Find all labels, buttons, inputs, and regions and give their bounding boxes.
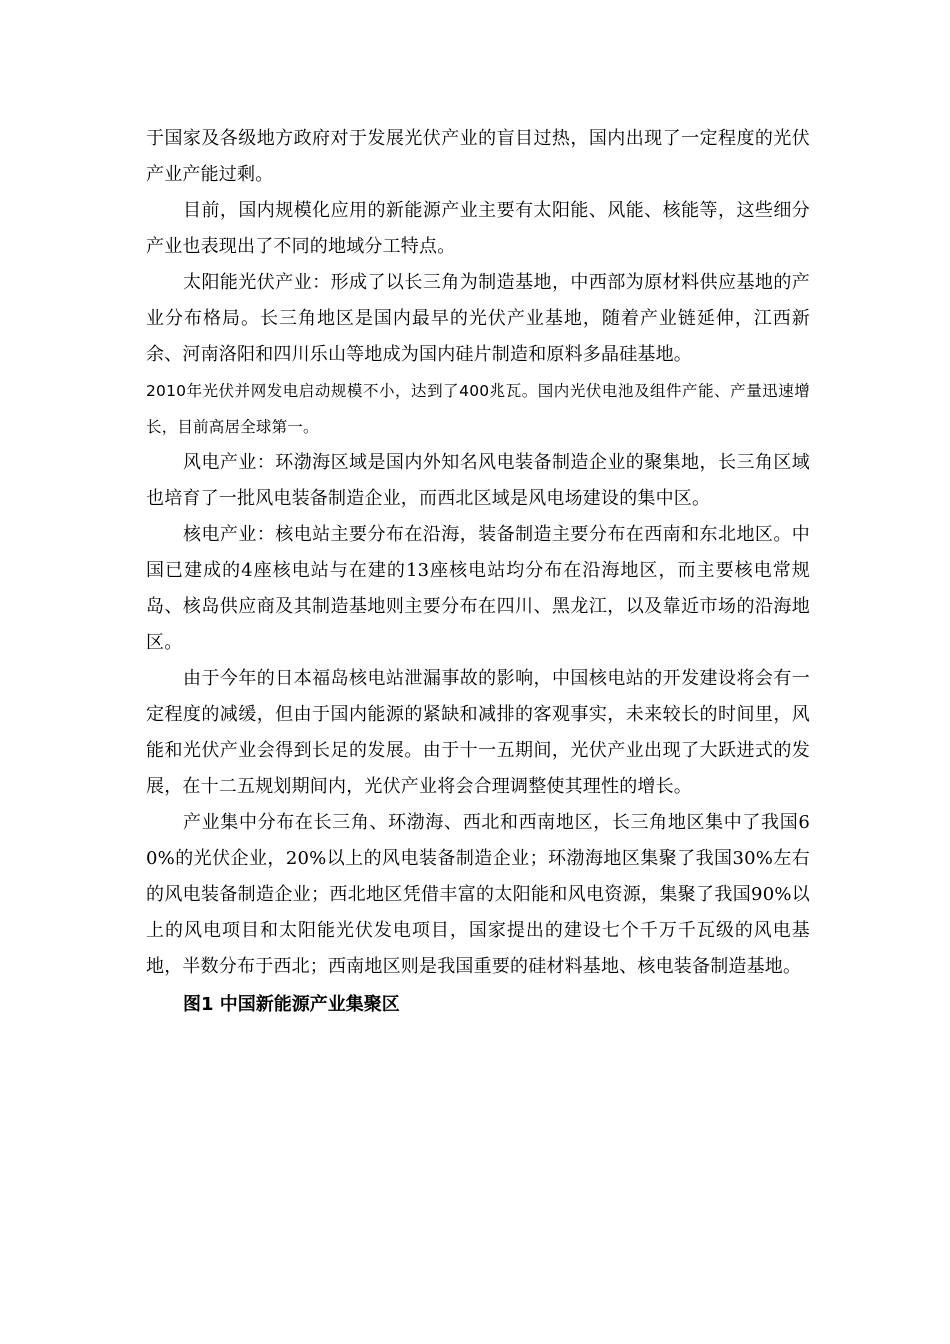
- paragraph-industry-overview: [146, 193, 810, 265]
- paragraph-outlook: [146, 661, 810, 805]
- paragraph-solar-pv-stats: [146, 373, 810, 445]
- body-text: [146, 121, 810, 1025]
- paragraph-wind-power: [146, 445, 810, 517]
- paragraph-text: 产业集中分布在长三角、环渤海、西北和西南地区，长三角地区集中了我国60%的光伏企业，20%以上的风电装备制造企业；环渤海地区集聚了我国30%左右的风电装备制造企业；西北地区凭借丰富的太阳能和风电资源，集聚了我国90%以上的风电项目和太阳能光伏发电项目，国家提出的建设七个千万千瓦级的风电基地，半数分布于西北；西南地区则是我国重要的硅材料基地、核电装备制造基地。: [146, 812, 810, 977]
- paragraph-text: 目前，国内规模化应用的新能源产业主要有太阳能、风能、核能等，这些细分产业也表现出了不同的地域分工特点。: [146, 200, 810, 257]
- paragraph-regional-distribution: [146, 805, 810, 985]
- paragraph-overcapacity: [146, 121, 810, 193]
- paragraph-text: 风电产业：环渤海区域是国内外知名风电装备制造企业的聚集地，长三角区域也培育了一批风电装备制造企业，而西北区域是风电场建设的集中区。: [146, 452, 810, 509]
- paragraph-text: 核电产业：核电站主要分布在沿海，装备制造主要分布在西南和东北地区。中国已建成的4座核电站与在建的13座核电站均分布在沿海地区，而主要核电常规岛、核岛供应商及其制造基地则主要分布在四川、黑龙江，以及靠近市场的沿海地区。: [146, 524, 810, 653]
- paragraph-text: 太阳能光伏产业：形成了以长三角为制造基地，中西部为原材料供应基地的产业分布格局。长三角地区是国内最早的光伏产业基地，随着产业链延伸，江西新余、河南洛阳和四川乐山等地成为国内硅片制造和原料多晶硅基地。: [146, 272, 810, 365]
- paragraph-text: 于国家及各级地方政府对于发展光伏产业的盲目过热，国内出现了一定程度的光伏产业产能过剩。: [146, 128, 810, 185]
- paragraph-text: 由于今年的日本福岛核电站泄漏事故的影响，中国核电站的开发建设将会有一定程度的减缓，但由于国内能源的紧缺和减排的客观事实，未来较长的时间里，风能和光伏产业会得到长足的发展。由于十一五期间，光伏产业出现了大跃进式的发展，在十二五规划期间内，光伏产业将会合理调整使其理性的增长。: [146, 668, 810, 797]
- paragraph-solar-pv: [146, 265, 810, 373]
- paragraph-text: 2010年光伏并网发电启动规模不小，达到了400兆瓦。国内光伏电池及组件产能、产量迅速增长，目前高居全球第一。: [146, 382, 810, 436]
- paragraph-nuclear-power: [146, 517, 810, 661]
- figure-caption: 图1 中国新能源产业集聚区: [183, 994, 400, 1015]
